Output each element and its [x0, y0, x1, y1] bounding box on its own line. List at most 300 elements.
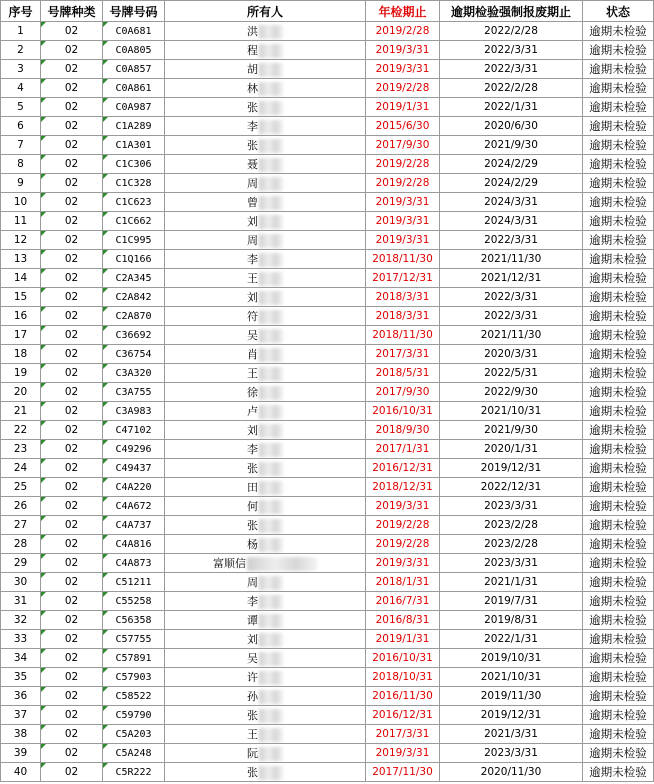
- row-status: 逾期未检验: [583, 630, 654, 649]
- owner-name-text: 刘: [247, 424, 258, 437]
- row-plate-number: C2A345: [103, 269, 165, 288]
- row-plate-type: 02: [41, 307, 103, 326]
- row-index: 19: [1, 364, 41, 383]
- header-status: 状态: [583, 1, 654, 22]
- redaction-blur: [259, 671, 283, 685]
- owner-name-text: 王: [247, 728, 258, 741]
- owner-name-text: 阮: [247, 747, 258, 760]
- row-status: 逾期未检验: [583, 478, 654, 497]
- table-row: [1, 288, 654, 307]
- table-row: [1, 592, 654, 611]
- row-owner: [165, 421, 366, 440]
- row-status: 逾期未检验: [583, 535, 654, 554]
- table-row: [1, 668, 654, 687]
- redaction-blur: [259, 500, 283, 514]
- table-row: [1, 60, 654, 79]
- row-index: 10: [1, 193, 41, 212]
- header-plate-number: 号牌号码: [103, 1, 165, 22]
- row-inspection-due: 2017/1/31: [366, 440, 440, 459]
- row-scrap-due: 2021/1/31: [440, 573, 583, 592]
- row-inspection-due: 2018/12/31: [366, 478, 440, 497]
- table-row: [1, 79, 654, 98]
- row-status: 逾期未检验: [583, 668, 654, 687]
- row-scrap-due: 2023/2/28: [440, 535, 583, 554]
- row-index: 2: [1, 41, 41, 60]
- header-index: 序号: [1, 1, 41, 22]
- row-status: 逾期未检验: [583, 440, 654, 459]
- row-owner: [165, 706, 366, 725]
- table-row: [1, 516, 654, 535]
- row-status: 逾期未检验: [583, 136, 654, 155]
- owner-name-text: 王: [247, 272, 258, 285]
- row-status: 逾期未检验: [583, 41, 654, 60]
- row-scrap-due: 2021/10/31: [440, 402, 583, 421]
- row-plate-type: 02: [41, 60, 103, 79]
- owner-name-text: 张: [247, 462, 258, 475]
- redaction-blur: [259, 329, 283, 343]
- row-index: 38: [1, 725, 41, 744]
- row-status: 逾期未检验: [583, 250, 654, 269]
- row-inspection-due: 2019/3/31: [366, 744, 440, 763]
- row-index: 3: [1, 60, 41, 79]
- owner-name-text: 孙: [247, 690, 258, 703]
- redaction-blur: [259, 348, 283, 362]
- row-scrap-due: 2023/3/31: [440, 497, 583, 516]
- table-row: [1, 725, 654, 744]
- row-plate-type: 02: [41, 706, 103, 725]
- row-scrap-due: 2021/9/30: [440, 136, 583, 155]
- row-inspection-due: 2019/2/28: [366, 155, 440, 174]
- row-plate-number: C49296: [103, 440, 165, 459]
- header-scrap-due: 逾期检验强制报废期止: [440, 1, 583, 22]
- owner-name-text: 聂: [247, 158, 258, 171]
- row-plate-type: 02: [41, 212, 103, 231]
- row-plate-number: C57903: [103, 668, 165, 687]
- row-plate-number: C58522: [103, 687, 165, 706]
- row-owner: [165, 497, 366, 516]
- row-scrap-due: 2020/6/30: [440, 117, 583, 136]
- row-scrap-due: 2022/3/31: [440, 41, 583, 60]
- row-plate-number: C2A842: [103, 288, 165, 307]
- row-inspection-due: 2019/1/31: [366, 630, 440, 649]
- row-status: 逾期未检验: [583, 364, 654, 383]
- redaction-blur: [259, 766, 283, 780]
- owner-name-text: 何: [247, 500, 258, 513]
- redaction-blur: [259, 443, 283, 457]
- row-scrap-due: 2023/3/31: [440, 554, 583, 573]
- row-status: 逾期未检验: [583, 497, 654, 516]
- row-inspection-due: 2017/3/31: [366, 345, 440, 364]
- owner-name-text: 肖: [247, 348, 258, 361]
- row-plate-number: C57891: [103, 649, 165, 668]
- row-plate-number: C56358: [103, 611, 165, 630]
- owner-name-text: 刘: [247, 291, 258, 304]
- owner-name-text: 富顺信: [213, 557, 246, 570]
- row-inspection-due: 2019/2/28: [366, 22, 440, 41]
- row-plate-type: 02: [41, 117, 103, 136]
- row-owner: [165, 174, 366, 193]
- row-status: 逾期未检验: [583, 155, 654, 174]
- row-scrap-due: 2022/9/30: [440, 383, 583, 402]
- row-index: 24: [1, 459, 41, 478]
- row-plate-number: C1C306: [103, 155, 165, 174]
- row-status: 逾期未检验: [583, 212, 654, 231]
- row-index: 18: [1, 345, 41, 364]
- row-inspection-due: 2018/10/31: [366, 668, 440, 687]
- table-row: [1, 307, 654, 326]
- row-scrap-due: 2019/7/31: [440, 592, 583, 611]
- row-inspection-due: 2019/3/31: [366, 231, 440, 250]
- row-scrap-due: 2021/9/30: [440, 421, 583, 440]
- row-index: 29: [1, 554, 41, 573]
- row-index: 15: [1, 288, 41, 307]
- row-plate-type: 02: [41, 630, 103, 649]
- row-inspection-due: 2019/2/28: [366, 174, 440, 193]
- row-index: 8: [1, 155, 41, 174]
- row-index: 14: [1, 269, 41, 288]
- row-inspection-due: 2018/3/31: [366, 307, 440, 326]
- row-owner: [165, 193, 366, 212]
- table-row: [1, 630, 654, 649]
- row-plate-type: 02: [41, 725, 103, 744]
- row-status: 逾期未检验: [583, 98, 654, 117]
- row-scrap-due: 2023/2/28: [440, 516, 583, 535]
- row-status: 逾期未检验: [583, 22, 654, 41]
- row-owner: [165, 345, 366, 364]
- row-plate-number: C3A755: [103, 383, 165, 402]
- redaction-blur: [259, 652, 283, 666]
- owner-name-text: 李: [247, 595, 258, 608]
- table-row: [1, 440, 654, 459]
- row-inspection-due: 2018/11/30: [366, 250, 440, 269]
- row-plate-number: C2A870: [103, 307, 165, 326]
- row-plate-number: C59790: [103, 706, 165, 725]
- row-status: 逾期未检验: [583, 402, 654, 421]
- row-plate-type: 02: [41, 459, 103, 478]
- owner-name-text: 周: [247, 234, 258, 247]
- row-scrap-due: 2024/2/29: [440, 174, 583, 193]
- row-plate-type: 02: [41, 592, 103, 611]
- row-index: 25: [1, 478, 41, 497]
- row-index: 6: [1, 117, 41, 136]
- row-index: 26: [1, 497, 41, 516]
- row-plate-number: C47102: [103, 421, 165, 440]
- owner-name-text: 张: [247, 709, 258, 722]
- row-owner: [165, 402, 366, 421]
- row-status: 逾期未检验: [583, 573, 654, 592]
- redaction-blur: [259, 728, 283, 742]
- row-status: 逾期未检验: [583, 516, 654, 535]
- row-inspection-due: 2019/3/31: [366, 554, 440, 573]
- row-plate-number: C4A737: [103, 516, 165, 535]
- row-plate-number: C0A681: [103, 22, 165, 41]
- row-owner: [165, 364, 366, 383]
- row-status: 逾期未检验: [583, 307, 654, 326]
- row-owner: [165, 41, 366, 60]
- row-inspection-due: 2016/7/31: [366, 592, 440, 611]
- owner-name-text: 符: [247, 310, 258, 323]
- owner-name-text: 刘: [247, 633, 258, 646]
- row-inspection-due: 2019/2/28: [366, 79, 440, 98]
- redaction-blur: [259, 215, 283, 229]
- owner-name-text: 卢: [247, 405, 258, 418]
- row-scrap-due: 2022/1/31: [440, 630, 583, 649]
- table-row: [1, 22, 654, 41]
- owner-name-text: 张: [247, 766, 258, 779]
- row-plate-type: 02: [41, 478, 103, 497]
- table-row: [1, 649, 654, 668]
- row-plate-number: C4A672: [103, 497, 165, 516]
- row-status: 逾期未检验: [583, 649, 654, 668]
- row-plate-number: C1Q166: [103, 250, 165, 269]
- redaction-blur: [259, 424, 283, 438]
- row-inspection-due: 2019/3/31: [366, 193, 440, 212]
- redaction-blur: [259, 747, 283, 761]
- row-index: 12: [1, 231, 41, 250]
- row-plate-type: 02: [41, 98, 103, 117]
- row-status: 逾期未检验: [583, 79, 654, 98]
- table-row: [1, 459, 654, 478]
- table-row: [1, 706, 654, 725]
- row-plate-number: C1C662: [103, 212, 165, 231]
- row-plate-number: C3A983: [103, 402, 165, 421]
- owner-name-text: 胡: [247, 63, 258, 76]
- row-inspection-due: 2016/12/31: [366, 706, 440, 725]
- row-plate-number: C4A873: [103, 554, 165, 573]
- row-plate-number: C0A805: [103, 41, 165, 60]
- table-row: [1, 535, 654, 554]
- row-scrap-due: 2021/11/30: [440, 326, 583, 345]
- redaction-blur: [259, 44, 283, 58]
- row-plate-number: C49437: [103, 459, 165, 478]
- redaction-blur: [259, 690, 283, 704]
- redaction-blur: [259, 519, 283, 533]
- row-scrap-due: 2019/11/30: [440, 687, 583, 706]
- row-plate-type: 02: [41, 22, 103, 41]
- owner-name-text: 许: [247, 671, 258, 684]
- row-plate-number: C55258: [103, 592, 165, 611]
- row-index: 37: [1, 706, 41, 725]
- table-row: [1, 478, 654, 497]
- redaction-blur: [259, 139, 283, 153]
- row-scrap-due: 2024/3/31: [440, 193, 583, 212]
- row-plate-type: 02: [41, 516, 103, 535]
- row-index: 34: [1, 649, 41, 668]
- redaction-blur: [259, 386, 283, 400]
- row-status: 逾期未检验: [583, 592, 654, 611]
- row-owner: [165, 212, 366, 231]
- redaction-blur: [259, 709, 283, 723]
- row-owner: [165, 269, 366, 288]
- redaction-blur: [259, 538, 283, 552]
- header-plate-type: 号牌种类: [41, 1, 103, 22]
- row-plate-type: 02: [41, 497, 103, 516]
- row-inspection-due: 2019/2/28: [366, 535, 440, 554]
- owner-name-text: 周: [247, 177, 258, 190]
- table-row: [1, 174, 654, 193]
- row-plate-type: 02: [41, 136, 103, 155]
- row-scrap-due: 2021/11/30: [440, 250, 583, 269]
- row-owner: [165, 60, 366, 79]
- redaction-blur: [259, 25, 283, 39]
- table-row: [1, 421, 654, 440]
- row-owner: [165, 592, 366, 611]
- table-row: [1, 364, 654, 383]
- redaction-blur: [247, 557, 317, 571]
- row-plate-type: 02: [41, 649, 103, 668]
- row-plate-number: C3A320: [103, 364, 165, 383]
- row-inspection-due: 2016/11/30: [366, 687, 440, 706]
- row-status: 逾期未检验: [583, 706, 654, 725]
- owner-name-text: 李: [247, 443, 258, 456]
- row-plate-type: 02: [41, 421, 103, 440]
- row-inspection-due: 2019/2/28: [366, 516, 440, 535]
- row-inspection-due: 2016/8/31: [366, 611, 440, 630]
- row-owner: [165, 668, 366, 687]
- owner-name-text: 谭: [247, 614, 258, 627]
- row-owner: [165, 763, 366, 782]
- row-inspection-due: 2016/10/31: [366, 402, 440, 421]
- row-plate-type: 02: [41, 611, 103, 630]
- row-owner: [165, 725, 366, 744]
- table-row: [1, 136, 654, 155]
- row-owner: [165, 535, 366, 554]
- row-index: 30: [1, 573, 41, 592]
- row-status: 逾期未检验: [583, 288, 654, 307]
- row-index: 4: [1, 79, 41, 98]
- owner-name-text: 林: [247, 82, 258, 95]
- row-plate-number: C1A289: [103, 117, 165, 136]
- row-plate-number: C5A203: [103, 725, 165, 744]
- row-status: 逾期未检验: [583, 326, 654, 345]
- row-scrap-due: 2020/11/30: [440, 763, 583, 782]
- row-inspection-due: 2015/6/30: [366, 117, 440, 136]
- row-index: 21: [1, 402, 41, 421]
- row-plate-number: C1C623: [103, 193, 165, 212]
- row-inspection-due: 2018/11/30: [366, 326, 440, 345]
- redaction-blur: [259, 367, 283, 381]
- row-inspection-due: 2019/3/31: [366, 41, 440, 60]
- row-inspection-due: 2016/12/31: [366, 459, 440, 478]
- row-inspection-due: 2017/9/30: [366, 383, 440, 402]
- row-status: 逾期未检验: [583, 763, 654, 782]
- row-owner: [165, 649, 366, 668]
- owner-name-text: 周: [247, 576, 258, 589]
- row-index: 20: [1, 383, 41, 402]
- redaction-blur: [259, 63, 283, 77]
- row-index: 9: [1, 174, 41, 193]
- row-owner: [165, 250, 366, 269]
- redaction-blur: [259, 234, 283, 248]
- row-plate-number: C5R222: [103, 763, 165, 782]
- redaction-blur: [259, 633, 283, 647]
- row-status: 逾期未检验: [583, 383, 654, 402]
- row-inspection-due: 2018/1/31: [366, 573, 440, 592]
- row-plate-number: C5A248: [103, 744, 165, 763]
- owner-name-text: 吴: [247, 329, 258, 342]
- row-owner: [165, 611, 366, 630]
- table-row: [1, 497, 654, 516]
- table-row: [1, 231, 654, 250]
- row-scrap-due: 2022/5/31: [440, 364, 583, 383]
- row-owner: [165, 136, 366, 155]
- redaction-blur: [259, 462, 283, 476]
- row-inspection-due: 2018/9/30: [366, 421, 440, 440]
- table-row: [1, 345, 654, 364]
- row-status: 逾期未检验: [583, 459, 654, 478]
- row-scrap-due: 2022/2/28: [440, 22, 583, 41]
- row-plate-type: 02: [41, 193, 103, 212]
- header-owner: 所有人: [165, 1, 366, 22]
- row-index: 1: [1, 22, 41, 41]
- redaction-blur: [259, 120, 283, 134]
- row-index: 7: [1, 136, 41, 155]
- row-status: 逾期未检验: [583, 174, 654, 193]
- row-scrap-due: 2022/1/31: [440, 98, 583, 117]
- owner-name-text: 刘: [247, 215, 258, 228]
- row-owner: [165, 687, 366, 706]
- row-plate-type: 02: [41, 554, 103, 573]
- owner-name-text: 徐: [247, 386, 258, 399]
- header-row: [1, 1, 654, 22]
- row-index: 5: [1, 98, 41, 117]
- row-plate-number: C36754: [103, 345, 165, 364]
- row-plate-type: 02: [41, 687, 103, 706]
- row-owner: [165, 22, 366, 41]
- owner-name-text: 王: [247, 367, 258, 380]
- owner-name-text: 张: [247, 101, 258, 114]
- row-scrap-due: 2022/12/31: [440, 478, 583, 497]
- row-plate-number: C0A861: [103, 79, 165, 98]
- table-row: [1, 744, 654, 763]
- row-status: 逾期未检验: [583, 117, 654, 136]
- row-index: 33: [1, 630, 41, 649]
- row-index: 36: [1, 687, 41, 706]
- redaction-blur: [259, 196, 283, 210]
- redaction-blur: [259, 614, 283, 628]
- row-status: 逾期未检验: [583, 611, 654, 630]
- row-owner: [165, 155, 366, 174]
- row-inspection-due: 2019/1/31: [366, 98, 440, 117]
- row-scrap-due: 2020/1/31: [440, 440, 583, 459]
- row-plate-number: C51211: [103, 573, 165, 592]
- table-row: [1, 269, 654, 288]
- redaction-blur: [259, 82, 283, 96]
- row-status: 逾期未检验: [583, 725, 654, 744]
- row-index: 23: [1, 440, 41, 459]
- row-inspection-due: 2019/3/31: [366, 497, 440, 516]
- row-status: 逾期未检验: [583, 744, 654, 763]
- redaction-blur: [259, 576, 283, 590]
- row-scrap-due: 2021/10/31: [440, 668, 583, 687]
- table-row: [1, 402, 654, 421]
- row-owner: [165, 440, 366, 459]
- row-plate-type: 02: [41, 41, 103, 60]
- table-row: [1, 212, 654, 231]
- row-inspection-due: 2019/3/31: [366, 60, 440, 79]
- row-scrap-due: 2022/3/31: [440, 307, 583, 326]
- row-owner: [165, 79, 366, 98]
- row-scrap-due: 2023/3/31: [440, 744, 583, 763]
- row-index: 31: [1, 592, 41, 611]
- row-owner: [165, 459, 366, 478]
- row-index: 39: [1, 744, 41, 763]
- table-row: [1, 573, 654, 592]
- table-body: [1, 22, 654, 782]
- row-plate-number: C0A987: [103, 98, 165, 117]
- redaction-blur: [259, 310, 283, 324]
- row-plate-type: 02: [41, 763, 103, 782]
